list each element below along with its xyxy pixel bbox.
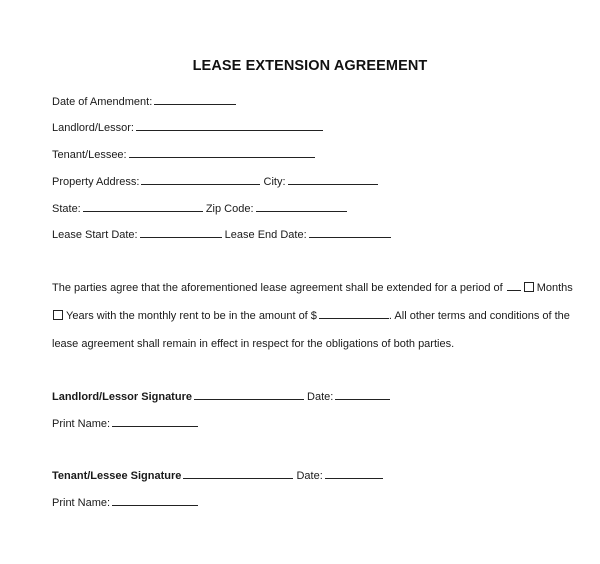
property-address-label: Property Address: xyxy=(52,176,140,188)
zip-code-label: Zip Code: xyxy=(205,203,254,215)
tenant-date-label: Date: xyxy=(296,470,323,482)
zip-code-field[interactable] xyxy=(256,201,347,212)
tenant-label: Tenant/Lessee: xyxy=(52,149,127,161)
state-row xyxy=(52,201,347,216)
tenant-print-name-row xyxy=(52,495,198,510)
tenant-signature-row xyxy=(52,468,383,483)
paragraph-line-1 xyxy=(52,280,573,295)
landlord-row xyxy=(52,120,323,135)
landlord-print-name-label: Print Name: xyxy=(52,418,111,430)
paragraph-text-2-rest: . All other terms and conditions of the xyxy=(388,310,570,322)
date-of-amendment-row xyxy=(52,94,236,109)
paragraph-line-3 xyxy=(52,337,454,351)
landlord-label: Landlord/Lessor: xyxy=(52,122,134,134)
lease-start-date-field[interactable] xyxy=(140,227,222,238)
date-of-amendment-label: Date of Amendment: xyxy=(52,96,153,108)
landlord-date-label: Date: xyxy=(307,391,334,403)
tenant-print-name-field[interactable] xyxy=(112,495,198,506)
state-field[interactable] xyxy=(83,201,203,212)
paragraph-line-2 xyxy=(52,308,570,323)
period-length-field[interactable] xyxy=(507,280,521,291)
landlord-date-field[interactable] xyxy=(335,389,390,400)
landlord-signature-row xyxy=(52,389,390,404)
landlord-signature-label: Landlord/Lessor Signature xyxy=(52,391,192,403)
document-title: LEASE EXTENSION AGREEMENT xyxy=(192,58,428,74)
city-label: City: xyxy=(263,176,286,188)
tenant-signature-label: Tenant/Lessee Signature xyxy=(52,470,182,482)
lease-start-date-label: Lease Start Date: xyxy=(52,229,138,241)
paragraph-text-1: The parties agree that the aforementioned lease agreement shall be extended for a period of xyxy=(52,282,503,294)
property-address-row xyxy=(52,174,378,189)
property-address-field[interactable] xyxy=(141,174,260,185)
tenant-field[interactable] xyxy=(129,147,315,158)
tenant-signature-field[interactable] xyxy=(183,468,293,479)
landlord-print-name-field[interactable] xyxy=(112,416,198,427)
monthly-rent-field[interactable] xyxy=(319,308,389,319)
lease-end-date-field[interactable] xyxy=(309,227,391,238)
lease-dates-row xyxy=(52,227,391,242)
landlord-signature-field[interactable] xyxy=(194,389,304,400)
landlord-print-name-row xyxy=(52,416,198,431)
years-text: Years with the monthly rent to be in the amount of $ xyxy=(66,310,317,322)
lease-end-date-label: Lease End Date: xyxy=(224,229,307,241)
state-label: State: xyxy=(52,203,81,215)
paragraph-text-3: lease agreement shall remain in effect in respect for the obligations of both parties. xyxy=(52,338,455,350)
tenant-row xyxy=(52,147,315,162)
months-label: Months xyxy=(536,282,573,294)
landlord-field[interactable] xyxy=(136,120,323,131)
date-of-amendment-field[interactable] xyxy=(154,94,236,105)
tenant-print-name-label: Print Name: xyxy=(52,497,111,509)
city-field[interactable] xyxy=(288,174,378,185)
months-checkbox[interactable] xyxy=(524,282,534,292)
tenant-date-field[interactable] xyxy=(325,468,383,479)
years-checkbox[interactable] xyxy=(53,310,63,320)
